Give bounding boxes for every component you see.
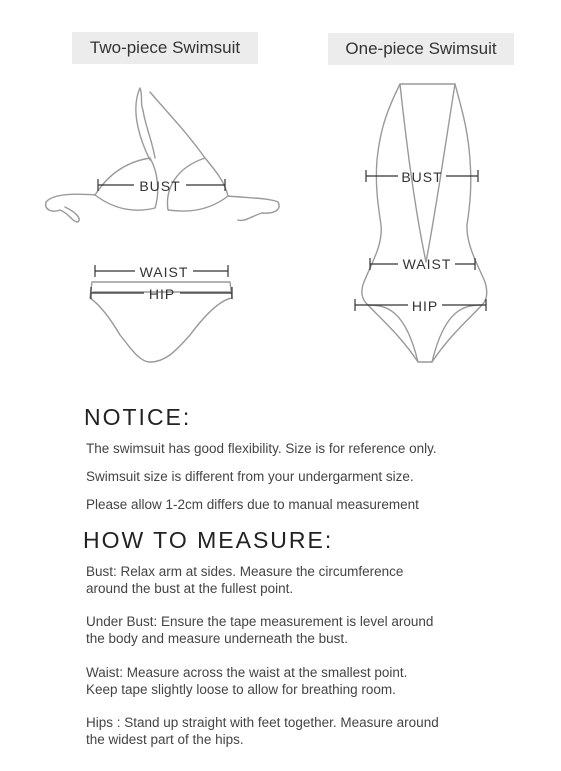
bust-instruction-line: around the bust at the fullest point. <box>86 581 294 596</box>
one-piece-bust-label: BUST <box>401 169 443 185</box>
bikini-top-strap-right <box>150 92 205 158</box>
waist-instruction-line: Keep tape slightly loose to allow for breathing room. <box>86 682 396 697</box>
bust-instruction-line: Bust: Relax arm at sides. Measure the circumference <box>86 564 404 579</box>
bikini-top-strap-left <box>136 88 155 160</box>
one-piece-outline <box>362 84 487 362</box>
two-piece-label: Two-piece Swimsuit <box>72 32 258 64</box>
how-to-measure-heading: HOW TO MEASURE: <box>83 527 334 553</box>
hips-instruction-line: the widest part of the hips. <box>86 732 244 747</box>
one-piece-hip-label: HIP <box>411 298 439 314</box>
notice-line: Please allow 1-2cm differs due to manual measurement <box>86 497 419 512</box>
under-bust-instruction-line: Under Bust: Ensure the tape measurement is level around <box>86 614 434 629</box>
notice-line: Swimsuit size is different from your undergarment size. <box>86 469 414 484</box>
one-piece-waist-label: WAIST <box>402 256 452 272</box>
two-piece-waist-label: WAIST <box>139 264 189 280</box>
waist-instruction-line: Waist: Measure across the waist at the smallest point. <box>86 665 408 680</box>
under-bust-instruction-line: the body and measure underneath the bust. <box>86 631 348 646</box>
notice-heading: NOTICE: <box>84 404 192 430</box>
one-piece-label: One-piece Swimsuit <box>328 33 514 65</box>
two-piece-bust-label: BUST <box>139 178 181 194</box>
bikini-top-string-left <box>46 194 95 222</box>
two-piece-hip-label: HIP <box>148 286 176 302</box>
bikini-top-string-right <box>228 196 279 220</box>
notice-line: The swimsuit has good flexibility. Size is for reference only. <box>86 441 437 456</box>
hips-instruction-line: Hips : Stand up straight with feet together. Measure around <box>86 715 439 730</box>
